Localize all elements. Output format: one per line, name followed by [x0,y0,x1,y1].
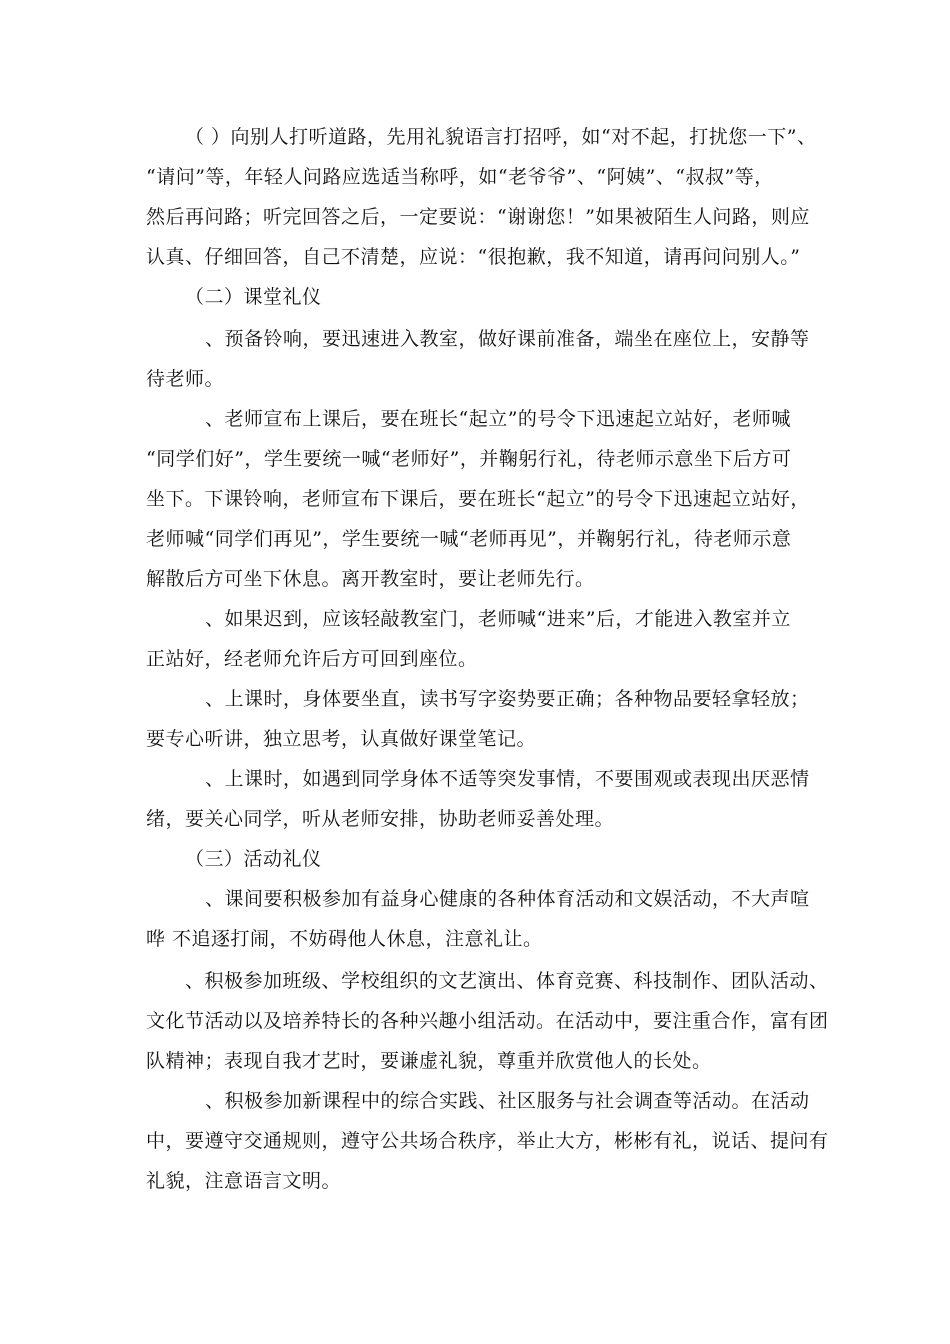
text-line: 、如果迟到，应该轻敲教室门，老师喊“进来”后，才能进入教室并立 [205,608,791,630]
text-line: 解散后方可坐下休息。离开教室时，要让老师先行。 [146,568,595,590]
text-line: 、上课时，如遇到同学身体不适等突发事情，不要围观或表现出厌恶情 [205,768,810,790]
text-line: 中，要遵守交通规则，遵守公共场合秩序，举止大方，彬彬有礼，说话、提问有 [146,1130,829,1152]
text-line: 绪，要关心同学，听从老师安排，协助老师妥善处理。 [146,808,615,830]
text-line: （ ）向别人打听道路，先用礼貌语言打招呼，如“对不起，打扰您一下”、 [185,126,817,148]
section-heading: （三）活动礼仪 [185,848,322,870]
text-line: 礼貌，注意语言文明。 [146,1170,342,1192]
text-line: 然后再问路；听完回答之后，一定要说：“谢谢您！”如果被陌生人问路，则应 [146,206,810,228]
text-line: 要专心听讲，独立思考，认真做好课堂笔记。 [146,728,537,750]
text-line: “同学们好”，学生要统一喊“老师好”，并鞠躬行礼，待老师示意坐下后方可 [146,448,792,470]
text-line: 认真、仔细回答，自己不清楚，应说：“很抱歉，我不知道，请再问问别人。” [146,246,801,268]
text-line: 哗 不追逐打闹，不妨碍他人休息，注意礼让。 [146,928,543,950]
text-line: 、积极参加班级、学校组织的文艺演出、体育竞赛、科技制作、团队活动、 [185,970,829,992]
text-line: 文化节活动以及培养特长的各种兴趣小组活动。在活动中，要注重合作，富有团 [146,1010,829,1032]
text-line: 老师喊“同学们再见”，学生要统一喊“老师再见”，并鞠躬行礼，待老师示意 [146,528,792,550]
section-heading: （二）课堂礼仪 [185,286,322,308]
text-line: 、预备铃响，要迅速进入教室，做好课前准备，端坐在座位上，安静等 [205,328,810,350]
text-line: 队精神；表现自我才艺时，要谦虚礼貌，尊重并欣赏他人的长处。 [146,1050,712,1072]
text-line: 正站好，经老师允许后方可回到座位。 [146,648,478,670]
text-line: 、上课时，身体要坐直，读书写字姿势要正确；各种物品要轻拿轻放； [205,688,810,710]
text-line: 、老师宣布上课后，要在班长“起立”的号令下迅速起立站好，老师喊 [205,408,791,430]
text-line: 坐下。下课铃响，老师宣布下课后，要在班长“起立”的号令下迅速起立站好， [146,488,810,510]
text-line: 待老师。 [146,368,225,390]
text-line: 、积极参加新课程中的综合实践、社区服务与社会调查等活动。在活动 [205,1090,810,1112]
text-line: 、课间要积极参加有益身心健康的各种体育活动和文娱活动，不大声喧 [205,888,810,910]
text-line: “请问”等，年轻人问路应选适当称呼，如“老爷爷”、“阿姨”、“叔叔”等， [146,166,774,188]
